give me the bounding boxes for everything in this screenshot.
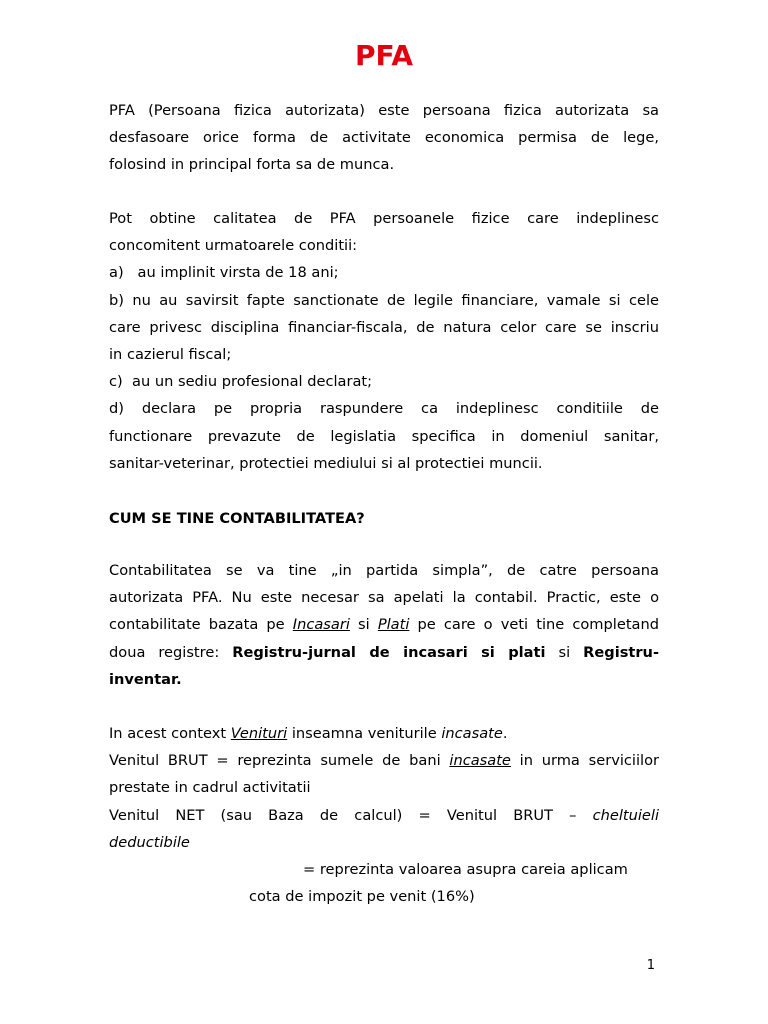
- cheltuieli-term: cheltuieli: [592, 806, 659, 824]
- text-line: cota de impozit pe venit (16%): [249, 888, 475, 906]
- text-line: desfasoare orice forma de activitate economica permisa de lege,: [109, 129, 659, 147]
- text-fragment: .: [502, 725, 508, 742]
- venituri-term: Venituri: [230, 725, 288, 742]
- condition-b-line: care privesc disciplina financiar-fiscala, de natura celor care se inscriu: [109, 318, 659, 336]
- text-fragment: in urma serviciilor: [510, 752, 659, 770]
- condition-b-line: in cazierul fiscal;: [109, 345, 232, 363]
- text-line: autorizata PFA. Nu este necesar sa apelati la contabil. Practic, este o: [109, 589, 659, 607]
- condition-d-line: sanitar-veterinar, protectiei mediului si al protectiei muncii.: [109, 454, 543, 472]
- text-fragment: inseamna veniturile: [287, 725, 442, 742]
- text-fragment: In acest context: [109, 725, 231, 742]
- incasari-term: Incasari: [292, 616, 350, 634]
- text-fragment: Venitul BRUT = reprezinta sumele de bani: [109, 752, 450, 770]
- venituri-paragraph: [109, 720, 659, 910]
- register-journal-term: Registru-jurnal de incasari si plati: [232, 643, 546, 661]
- conditions-paragraph: [109, 205, 659, 477]
- incasate-term: incasate: [441, 725, 503, 742]
- text-line: [109, 747, 659, 774]
- text-line: PFA (Persoana fizica autorizata) este persoana fizica autorizata sa: [109, 102, 659, 119]
- text-line: [109, 802, 659, 829]
- contabilitate-paragraph: [109, 557, 659, 693]
- text-line: [109, 611, 659, 638]
- text-line: folosind in principal forta sa de munca.: [109, 156, 395, 174]
- condition-a: a) au implinit virsta de 18 ani;: [109, 264, 339, 282]
- text-fragment: si: [349, 616, 378, 634]
- text-line: concomitent urmatoarele conditii:: [109, 237, 358, 255]
- text-line: [109, 639, 659, 666]
- page-number: 1: [646, 958, 655, 973]
- text-line: prestate in cadrul activitatii: [109, 779, 311, 797]
- document-title: PFA: [354, 39, 414, 72]
- section-heading: [109, 505, 659, 532]
- condition-d-line: functionare prevazute de legislatia specifica in domeniul sanitar,: [109, 427, 659, 445]
- register-inventory-term-end: inventar.: [109, 670, 182, 688]
- text-line: = reprezinta valoarea asupra careia aplicam: [303, 860, 628, 878]
- plati-term: Plati: [377, 616, 410, 634]
- text-fragment: contabilitate bazata pe: [109, 616, 293, 634]
- register-inventory-term: Registru-: [583, 643, 659, 661]
- text-line: Pot obtine calitatea de PFA persoanele fizice care indeplinesc: [109, 210, 659, 227]
- text-fragment: si: [545, 643, 584, 661]
- heading-text: CUM SE TINE CONTABILITATEA?: [109, 510, 365, 527]
- condition-c: c) au un sediu profesional declarat;: [109, 373, 373, 391]
- intro-paragraph: [109, 97, 659, 179]
- text-fragment: Venitul NET (sau Baza de calcul) = Venitul BRUT –: [109, 806, 593, 824]
- condition-d-line: d) declara pe propria raspundere ca indeplinesc conditiile de: [109, 400, 659, 418]
- text-line: [109, 720, 659, 747]
- text-line: Contabilitatea se va tine „in partida simpla”, de catre persoana: [109, 562, 659, 579]
- text-fragment: doua registre:: [109, 643, 233, 661]
- incasate-term: incasate: [449, 752, 511, 770]
- condition-b-line: b) nu au savirsit fapte sanctionate de legile financiare, vamale si cele: [109, 291, 659, 309]
- text-fragment: pe care o veti tine completand: [409, 616, 659, 634]
- deductibile-term: deductibile: [109, 833, 190, 851]
